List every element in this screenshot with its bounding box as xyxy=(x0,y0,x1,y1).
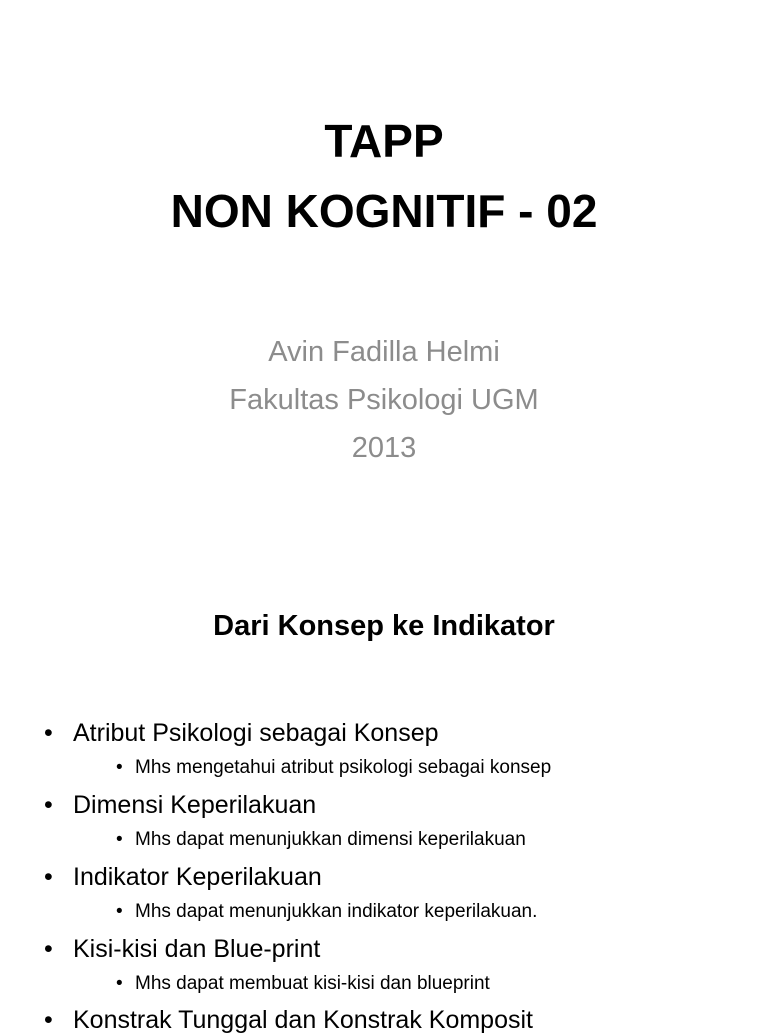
slide-title-line-2: NON KOGNITIF - 02 xyxy=(170,185,598,237)
sub-list-item-text: Mhs dapat membuat kisi-kisi dan blueprint xyxy=(135,973,490,994)
sub-list-item-text: Mhs mengetahui atribut psikologi sebagai konsep xyxy=(135,757,552,778)
list-item-text: Indikator Keperilakuan xyxy=(73,863,322,891)
bullet-icon: • xyxy=(116,973,123,994)
sub-list-item-text: Mhs dapat menunjukkan dimensi keperilakuan xyxy=(135,829,526,850)
sub-list-item-text: Mhs dapat menunjukkan indikator keperilakuan. xyxy=(135,901,538,922)
list-item-text: Dimensi Keperilakuan xyxy=(73,791,317,819)
list-item-text: Atribut Psikologi sebagai Konsep xyxy=(73,719,439,747)
bullet-icon: • xyxy=(44,1006,53,1034)
bullet-icon: • xyxy=(116,901,123,922)
list-item-text: Kisi-kisi dan Blue-print xyxy=(73,935,321,963)
slide-title-line-1: TAPP xyxy=(324,115,444,167)
bullet-icon: • xyxy=(44,719,53,747)
bullet-icon: • xyxy=(116,757,123,778)
bullet-icon: • xyxy=(44,791,53,819)
content-slide-title: Dari Konsep ke Indikator xyxy=(213,610,555,642)
bullet-icon: • xyxy=(116,829,123,850)
faculty-name: Fakultas Psikologi UGM xyxy=(229,384,539,416)
year: 2013 xyxy=(351,432,417,464)
bullet-icon: • xyxy=(44,863,53,891)
list-item-text: Konstrak Tunggal dan Konstrak Komposit xyxy=(73,1006,533,1034)
bullet-icon: • xyxy=(44,935,53,963)
author-name: Avin Fadilla Helmi xyxy=(268,336,500,368)
